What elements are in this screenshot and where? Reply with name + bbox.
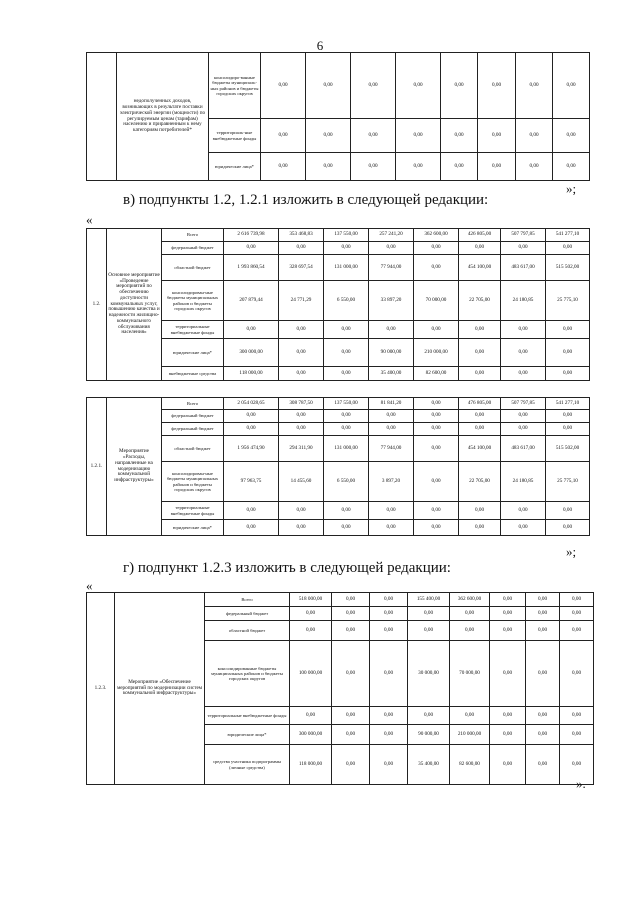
value-cell: 70 000,00 [414, 281, 459, 321]
table-row [87, 502, 590, 520]
value-cell: 476 805,00 [459, 398, 501, 410]
value-cell: 0,00 [560, 745, 594, 785]
table-continuation [86, 52, 590, 181]
funding-source: федеральный бюджет [162, 423, 224, 436]
value-cell: 483 617,00 [501, 255, 546, 281]
value-cell: 0,00 [332, 745, 370, 785]
funding-source: территориальные внебюджетные фонды [162, 502, 224, 520]
value-cell: 0,00 [459, 423, 501, 436]
funding-source: средства участника подпрограммы (личные средства) [205, 745, 290, 785]
value-cell: 0,00 [450, 621, 490, 641]
value-cell: 0,00 [560, 621, 594, 641]
value-cell: 0,00 [546, 502, 590, 520]
value-cell: 6 550,00 [324, 462, 369, 502]
value-cell: 0,00 [414, 520, 459, 536]
value-cell: 0,00 [332, 621, 370, 641]
value-cell: 25 775,10 [546, 281, 590, 321]
value-cell: 0,00 [414, 423, 459, 436]
funding-source: внебюджетные средства [162, 367, 224, 381]
value-cell: 0,00 [414, 502, 459, 520]
value-cell: 0,00 [501, 367, 546, 381]
table-row [87, 462, 590, 502]
value-cell: 82 600,00 [450, 745, 490, 785]
value-cell: 308 787,50 [279, 398, 324, 410]
value-cell: 0,00 [459, 410, 501, 423]
value-cell: 0,00 [526, 607, 560, 621]
value-cell: 0,00 [261, 153, 306, 181]
table-row [87, 520, 590, 536]
item-name: недополученных доходов, возникающих в результате поставки электрической энергии (мощности) по регулируемым ценам (тарифам) населению и приравненным к нему категориям потребителей* [117, 53, 209, 181]
value-cell: 0,00 [490, 621, 526, 641]
value-cell: 0,00 [478, 119, 516, 153]
table-1-2-1 [86, 397, 590, 536]
value-cell: 0,00 [324, 410, 369, 423]
item-number: 1.2. [87, 229, 107, 381]
value-cell: 137 550,00 [324, 398, 369, 410]
funding-source: областной бюджет [162, 255, 224, 281]
funding-source: юридические лица* [205, 725, 290, 745]
value-cell: 0,00 [560, 607, 594, 621]
closing-quote-1: »; [566, 181, 577, 196]
table-row [87, 255, 590, 281]
value-cell: 0,00 [546, 321, 590, 339]
item-name: Мероприятие «Обеспечение мероприятий по модернизации систем коммунальной инфраструктуры» [115, 593, 205, 785]
value-cell: 131 000,00 [324, 255, 369, 281]
value-cell: 0,00 [490, 707, 526, 725]
funding-source: консолидированные бюджеты муниципальных районов и бюджеты городских округов [205, 641, 290, 707]
value-cell: 507 797,85 [501, 398, 546, 410]
value-cell: 24 180,85 [501, 462, 546, 502]
funding-source: консолидирован-ные бюджеты муниципальных районов и бюджеты городских округов [162, 462, 224, 502]
value-cell: 0,00 [261, 119, 306, 153]
value-cell: 0,00 [560, 707, 594, 725]
value-cell: 0,00 [324, 367, 369, 381]
value-cell: 0,00 [370, 641, 408, 707]
value-cell: 35 400,00 [408, 745, 450, 785]
value-cell: 0,00 [560, 593, 594, 607]
value-cell: 22 705,00 [459, 462, 501, 502]
item-number: 1.2.3. [87, 593, 115, 785]
heading-v: в) подпункты 1.2, 1.2.1 изложить в следующей редакции: [123, 192, 489, 208]
value-cell: 0,00 [369, 321, 414, 339]
value-cell: 0,00 [553, 119, 590, 153]
value-cell: 6 550,00 [324, 281, 369, 321]
value-cell: 210 000,00 [414, 339, 459, 367]
value-cell: 0,00 [414, 462, 459, 502]
value-cell: 0,00 [526, 707, 560, 725]
value-cell: 0,00 [369, 520, 414, 536]
value-cell: 90 000,00 [369, 339, 414, 367]
value-cell: 0,00 [370, 621, 408, 641]
value-cell: 328 697,54 [279, 255, 324, 281]
value-cell: 0,00 [279, 520, 324, 536]
value-cell: 77 944,00 [369, 255, 414, 281]
value-cell: 137 550,00 [324, 229, 369, 242]
value-cell: 0,00 [414, 436, 459, 462]
value-cell: 81 841,20 [369, 398, 414, 410]
funding-source: федеральный бюджет [162, 242, 224, 255]
value-cell: 0,00 [306, 119, 351, 153]
value-cell: 0,00 [490, 607, 526, 621]
value-cell: 0,00 [501, 502, 546, 520]
value-cell: 30 000,00 [408, 641, 450, 707]
value-cell: 24 771,29 [279, 281, 324, 321]
funding-source: консолидирован-ные бюджеты муниципальных районов и бюджеты городских округов [162, 281, 224, 321]
value-cell: 0,00 [370, 607, 408, 621]
value-cell: 362 600,00 [414, 229, 459, 242]
value-cell: 3 897,20 [369, 462, 414, 502]
table-row [87, 53, 590, 119]
value-cell: 70 000,00 [450, 641, 490, 707]
value-cell: 0,00 [224, 321, 279, 339]
value-cell: 0,00 [441, 119, 478, 153]
table-row [87, 339, 590, 367]
value-cell: 0,00 [324, 242, 369, 255]
value-cell: 0,00 [370, 593, 408, 607]
value-cell: 0,00 [459, 339, 501, 367]
table-row [87, 436, 590, 462]
value-cell: 0,00 [290, 707, 332, 725]
value-cell: 0,00 [396, 119, 441, 153]
value-cell: 97 963,75 [224, 462, 279, 502]
value-cell: 2 054 028,65 [224, 398, 279, 410]
value-cell: 0,00 [478, 153, 516, 181]
value-cell: 515 502,00 [546, 255, 590, 281]
funding-source: юридические лица* [162, 339, 224, 367]
value-cell: 0,00 [332, 707, 370, 725]
table-1-2 [86, 228, 590, 381]
closing-quote-2: »; [566, 544, 577, 559]
value-cell: 0,00 [369, 242, 414, 255]
value-cell: 0,00 [490, 593, 526, 607]
value-cell: 0,00 [546, 367, 590, 381]
value-cell: 0,00 [516, 53, 553, 119]
value-cell: 210 000,00 [450, 725, 490, 745]
value-cell: 0,00 [501, 423, 546, 436]
value-cell: 0,00 [501, 410, 546, 423]
funding-source: юридические лица* [162, 520, 224, 536]
funding-source: федеральный бюджет [162, 410, 224, 423]
value-cell: 0,00 [279, 502, 324, 520]
value-cell: 0,00 [459, 367, 501, 381]
value-cell: 0,00 [224, 502, 279, 520]
table-row [87, 410, 590, 423]
value-cell: 507 797,85 [501, 229, 546, 242]
value-cell: 0,00 [306, 53, 351, 119]
value-cell: 0,00 [261, 53, 306, 119]
table-row [87, 593, 594, 607]
value-cell: 294 311,90 [279, 436, 324, 462]
value-cell: 0,00 [351, 153, 396, 181]
value-cell: 353 468,83 [279, 229, 324, 242]
value-cell: 0,00 [351, 53, 396, 119]
value-cell: 0,00 [526, 593, 560, 607]
value-cell: 82 600,00 [414, 367, 459, 381]
value-cell: 0,00 [553, 53, 590, 119]
table-row [87, 367, 590, 381]
value-cell: 1 993 860,54 [224, 255, 279, 281]
funding-source: территориаль-ные внебюджетные фонды [209, 119, 261, 153]
value-cell: 33 897,20 [369, 281, 414, 321]
value-cell: 0,00 [224, 520, 279, 536]
funding-source: территориальные внебюджетные фонды [162, 321, 224, 339]
funding-source: Всего [162, 229, 224, 242]
value-cell: 0,00 [324, 339, 369, 367]
value-cell: 207 879,44 [224, 281, 279, 321]
value-cell: 0,00 [553, 153, 590, 181]
value-cell: 0,00 [279, 321, 324, 339]
page-number: 6 [316, 38, 324, 53]
value-cell: 541 277,10 [546, 398, 590, 410]
value-cell: 0,00 [290, 621, 332, 641]
value-cell: 0,00 [526, 621, 560, 641]
value-cell: 2 616 739,98 [224, 229, 279, 242]
value-cell: 0,00 [370, 707, 408, 725]
value-cell: 0,00 [408, 707, 450, 725]
table-row [87, 321, 590, 339]
value-cell: 515 502,00 [546, 436, 590, 462]
value-cell: 0,00 [490, 745, 526, 785]
value-cell: 0,00 [306, 153, 351, 181]
value-cell: 0,00 [396, 153, 441, 181]
table-row [87, 229, 590, 242]
value-cell: 483 617,00 [501, 436, 546, 462]
value-cell: 0,00 [332, 641, 370, 707]
value-cell: 0,00 [324, 520, 369, 536]
value-cell: 0,00 [369, 502, 414, 520]
value-cell: 0,00 [478, 53, 516, 119]
closing-quote-final: ». [576, 776, 586, 791]
value-cell: 0,00 [526, 725, 560, 745]
value-cell: 0,00 [224, 423, 279, 436]
value-cell: 0,00 [414, 398, 459, 410]
value-cell: 155 400,00 [408, 593, 450, 607]
item-name: Основное мероприятие «Проведение мероприятий по обеспечению доступности коммунальных услуг, повышению качества и надежности жилищно-коммунального обслуживания населения» [107, 229, 162, 381]
value-cell: 0,00 [526, 745, 560, 785]
value-cell: 1 956 474,90 [224, 436, 279, 462]
value-cell: 131 000,00 [324, 436, 369, 462]
value-cell: 0,00 [408, 621, 450, 641]
table-row [87, 281, 590, 321]
funding-source: областной бюджет [205, 621, 290, 641]
value-cell: 541 277,10 [546, 229, 590, 242]
value-cell: 0,00 [370, 745, 408, 785]
value-cell: 0,00 [279, 410, 324, 423]
value-cell: 0,00 [501, 520, 546, 536]
value-cell: 454 100,00 [459, 436, 501, 462]
value-cell: 0,00 [414, 321, 459, 339]
table-row [87, 398, 590, 410]
funding-source: территориальные внебюджетные фонды [205, 707, 290, 725]
item-number [87, 53, 117, 181]
value-cell: 454 100,00 [459, 255, 501, 281]
funding-source: Всего [205, 593, 290, 607]
value-cell: 0,00 [490, 641, 526, 707]
value-cell: 0,00 [450, 707, 490, 725]
value-cell: 0,00 [459, 502, 501, 520]
value-cell: 118 000,00 [290, 745, 332, 785]
value-cell: 0,00 [224, 410, 279, 423]
value-cell: 0,00 [501, 242, 546, 255]
value-cell: 0,00 [224, 242, 279, 255]
value-cell: 0,00 [324, 423, 369, 436]
funding-source: юридические лица* [209, 153, 261, 181]
value-cell: 300 000,00 [224, 339, 279, 367]
funding-source: областной бюджет [162, 436, 224, 462]
opening-quote-1: « [86, 212, 93, 227]
value-cell: 0,00 [370, 725, 408, 745]
value-cell: 0,00 [450, 607, 490, 621]
value-cell: 0,00 [516, 153, 553, 181]
value-cell: 118 000,00 [224, 367, 279, 381]
value-cell: 90 000,00 [408, 725, 450, 745]
value-cell: 0,00 [369, 410, 414, 423]
value-cell: 426 805,00 [459, 229, 501, 242]
value-cell: 0,00 [490, 725, 526, 745]
value-cell: 300 000,00 [290, 725, 332, 745]
value-cell: 35 400,00 [369, 367, 414, 381]
table-row [87, 242, 590, 255]
value-cell: 0,00 [501, 321, 546, 339]
value-cell: 0,00 [324, 321, 369, 339]
opening-quote-2: « [86, 578, 93, 593]
value-cell: 0,00 [501, 339, 546, 367]
value-cell: 0,00 [332, 593, 370, 607]
value-cell: 77 944,00 [369, 436, 414, 462]
table-row [87, 423, 590, 436]
table-1-2-3 [86, 592, 594, 785]
value-cell: 0,00 [290, 607, 332, 621]
value-cell: 0,00 [324, 502, 369, 520]
value-cell: 0,00 [332, 725, 370, 745]
value-cell: 0,00 [459, 520, 501, 536]
value-cell: 0,00 [441, 153, 478, 181]
value-cell: 0,00 [546, 423, 590, 436]
value-cell: 25 775,10 [546, 462, 590, 502]
value-cell: 0,00 [279, 423, 324, 436]
value-cell: 0,00 [279, 242, 324, 255]
value-cell: 0,00 [516, 119, 553, 153]
value-cell: 0,00 [351, 119, 396, 153]
value-cell: 0,00 [279, 367, 324, 381]
funding-source: консолидиро-ванные бюджеты муниципаль-ных районов и бюджеты городских округов [209, 53, 261, 119]
value-cell: 100 000,00 [290, 641, 332, 707]
value-cell: 257 241,20 [369, 229, 414, 242]
funding-source: Всего [162, 398, 224, 410]
value-cell: 0,00 [546, 410, 590, 423]
value-cell: 362 600,00 [450, 593, 490, 607]
value-cell: 0,00 [459, 321, 501, 339]
value-cell: 0,00 [408, 607, 450, 621]
value-cell: 0,00 [279, 339, 324, 367]
value-cell: 0,00 [332, 607, 370, 621]
value-cell: 0,00 [414, 410, 459, 423]
value-cell: 0,00 [369, 423, 414, 436]
value-cell: 24 180,85 [501, 281, 546, 321]
value-cell: 0,00 [396, 53, 441, 119]
item-name: Мероприятие «Расходы, направленные на модернизацию коммунальной инфраструктуры» [107, 398, 162, 536]
value-cell: 0,00 [441, 53, 478, 119]
value-cell: 0,00 [526, 641, 560, 707]
value-cell: 0,00 [414, 242, 459, 255]
value-cell: 0,00 [546, 339, 590, 367]
funding-source: федеральный бюджет [205, 607, 290, 621]
value-cell: 0,00 [560, 725, 594, 745]
value-cell: 14 455,60 [279, 462, 324, 502]
value-cell: 0,00 [546, 520, 590, 536]
item-number: 1.2.1. [87, 398, 107, 536]
heading-g: г) подпункт 1.2.3 изложить в следующей редакции: [123, 560, 451, 576]
value-cell: 0,00 [459, 242, 501, 255]
value-cell: 0,00 [546, 242, 590, 255]
value-cell: 22 705,00 [459, 281, 501, 321]
value-cell: 0,00 [560, 641, 594, 707]
value-cell: 518 000,00 [290, 593, 332, 607]
value-cell: 0,00 [414, 255, 459, 281]
